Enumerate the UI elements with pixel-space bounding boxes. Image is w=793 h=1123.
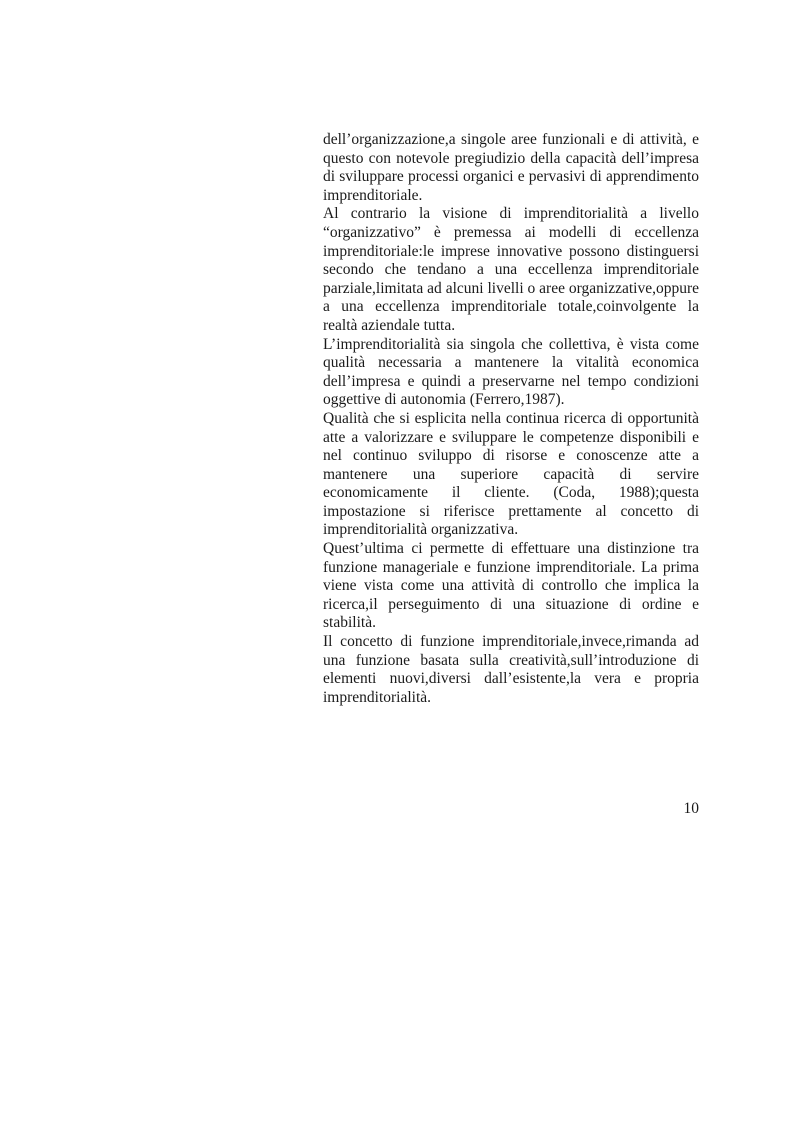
paragraph: Qualità che si esplicita nella continua ricerca di opportunità atte a valorizzare e sviluppare le competenze disponibili e nel continuo sviluppo di risorse e conoscenze atte a mantenere una superiore capacità di servire economicamente il cliente. (Coda, 1988);questa impostazione si riferisce prettamente al concetto di imprenditorialità organizzativa. (323, 409, 699, 539)
paragraph: L’imprenditorialità sia singola che collettiva, è vista come qualità necessaria a mantenere la vitalità economica dell’impresa e quindi a preservarne nel tempo condizioni oggettive di autonomia (Ferrero,1987). (323, 335, 699, 409)
paragraph: Il concetto di funzione imprenditoriale,invece,rimanda ad una funzione basata sulla creatività,sull’introduzione di elementi nuovi,diversi dall’esistente,la vera e propria imprenditorialità. (323, 633, 699, 706)
page-number: 10 (683, 800, 699, 817)
body-text (323, 131, 699, 707)
paragraph: dell’organizzazione,a singole aree funzionali e di attività, e questo con notevole pregiudizio della capacità dell’impresa di sviluppare processi organici e pervasivi di apprendimento imprenditoriale. (323, 131, 699, 204)
paragraph: Quest’ultima ci permette di effettuare una distinzione tra funzione manageriale e funzione imprenditoriale. La prima viene vista come una attività di controllo che implica la ricerca,il perseguimento di una situazione di ordine e stabilità. (323, 540, 699, 632)
paragraph: Al contrario la visione di imprenditorialità a livello “organizzativo” è premessa ai modelli di eccellenza imprenditoriale:le imprese innovative possono distinguersi secondo che tendano a una eccellenza imprenditoriale parziale,limitata ad alcuni livelli o aree organizzative,oppure a una eccellenza imprenditoriale totale,coinvolgente la realtà aziendale tutta. (323, 205, 699, 334)
